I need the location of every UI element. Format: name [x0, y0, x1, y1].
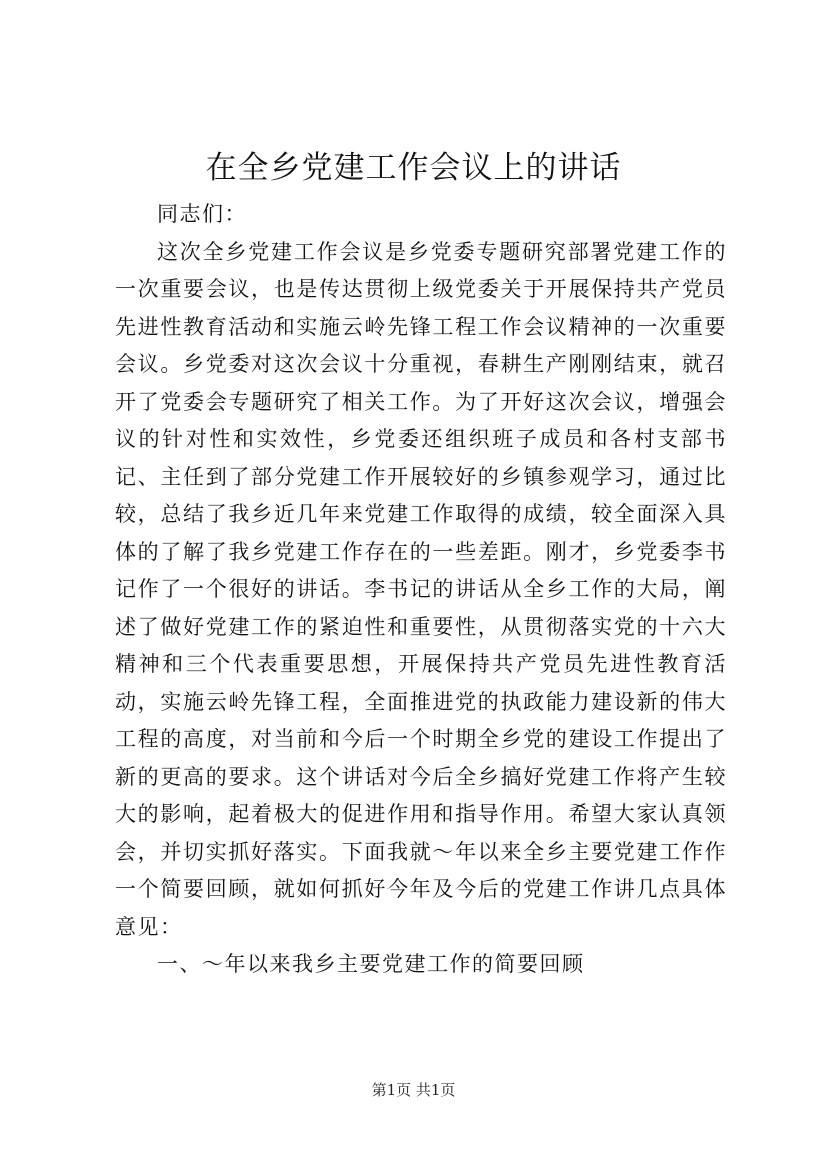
document-body: [115, 196, 727, 984]
page-number-footer: 第1页 共1页: [371, 1081, 456, 1099]
section-heading: 一、～年以来我乡主要党建工作的简要回顾: [157, 952, 585, 976]
document-title: 在全乡党建工作会议上的讲话: [205, 150, 622, 186]
body-paragraph: 这次全乡党建工作会议是乡党委专题研究部署党建工作的一次重要会议，也是传达贯彻上级党委关于开展保持共产党员先进性教育活动和实施云岭先锋工程工作会议精神的一次重要会议。乡党委对这次会议十分重视，春耕生产刚刚结束，就召开了党委会专题研究了相关工作。为了开好这次会议，增强会议的针对性和实效性，乡党委还组织班子成员和各村支部书记、主任到了部分党建工作开展较好的乡镇参观学习，通过比较，总结了我乡近几年来党建工作取得的成绩，较全面深入具体的了解了我乡党建工作存在的一些差距。刚才，乡党委李书记作了一个很好的讲话。李书记的讲话从全乡工作的大局，阐述了做好党建工作的紧迫性和重要性，从贯彻落实党的十六大精神和三个代表重要思想，开展保持共产党员先进性教育活动，实施云岭先锋工程，全面推进党的执政能力建设新的伟大工程的高度，对当前和今后一个时期全乡党的建设工作提出了新的更高的要求。这个讲话对今后全乡搞好党建工作将产生较大的影响，起着极大的促进作用和指导作用。希望大家认真领会，并切实抓好落实。下面我就～年以来全乡主要党建工作作一个简要回顾，就如何抓好今年及今后的党建工作讲几点具体意见：: [115, 239, 727, 939]
greeting: 同志们：: [157, 202, 247, 226]
